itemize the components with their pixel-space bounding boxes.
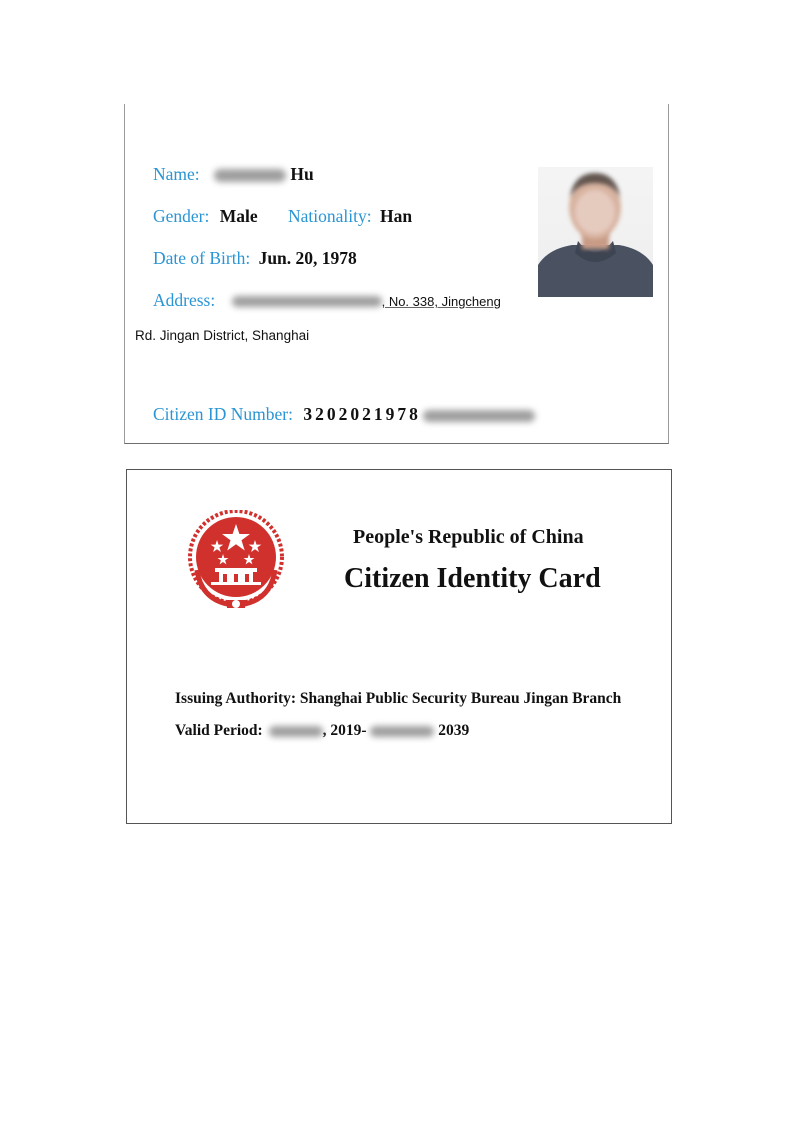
address-line2: Rd. Jingan District, Shanghai (135, 328, 310, 343)
dob-row (153, 248, 357, 269)
id-card-front (124, 104, 669, 444)
dob-value: Jun. 20, 1978 (258, 248, 357, 268)
portrait-photo (538, 167, 653, 297)
redacted-id-digits (423, 410, 535, 422)
redacted-end-date (370, 726, 434, 737)
redacted-given-name (214, 169, 286, 182)
gender-value: Male (219, 206, 258, 226)
person-silhouette-icon (538, 167, 653, 297)
address-label: Address: (153, 290, 216, 310)
valid-period-label: Valid Period: (175, 722, 263, 739)
gender-label: Gender: (153, 206, 210, 226)
dob-label: Date of Birth: (153, 248, 251, 268)
nationality-label: Nationality: (288, 206, 372, 226)
card-title: Citizen Identity Card (344, 563, 601, 594)
issuing-authority: Issuing Authority: Shanghai Public Security Bureau Jingan Branch (175, 690, 622, 707)
valid-end-year: 2039 (438, 722, 470, 739)
gender-row (153, 206, 412, 227)
redacted-address (232, 296, 382, 307)
name-row (153, 164, 314, 185)
redacted-start-date (269, 726, 323, 737)
name-label: Name: (153, 164, 200, 184)
valid-period-row (175, 722, 469, 740)
address-row (153, 290, 501, 311)
name-value: Hu (290, 164, 314, 184)
id-number-value: 3202021978 (303, 404, 421, 424)
country-title: People's Republic of China (353, 526, 584, 548)
valid-start-year: , 2019- (322, 722, 367, 739)
id-number-label: Citizen ID Number: (153, 404, 293, 424)
id-number-row (153, 404, 535, 425)
address-line1: , No. 338, Jingcheng (381, 294, 501, 309)
national-emblem-icon (187, 510, 285, 612)
id-card-back (126, 469, 672, 824)
nationality-value: Han (380, 206, 413, 226)
